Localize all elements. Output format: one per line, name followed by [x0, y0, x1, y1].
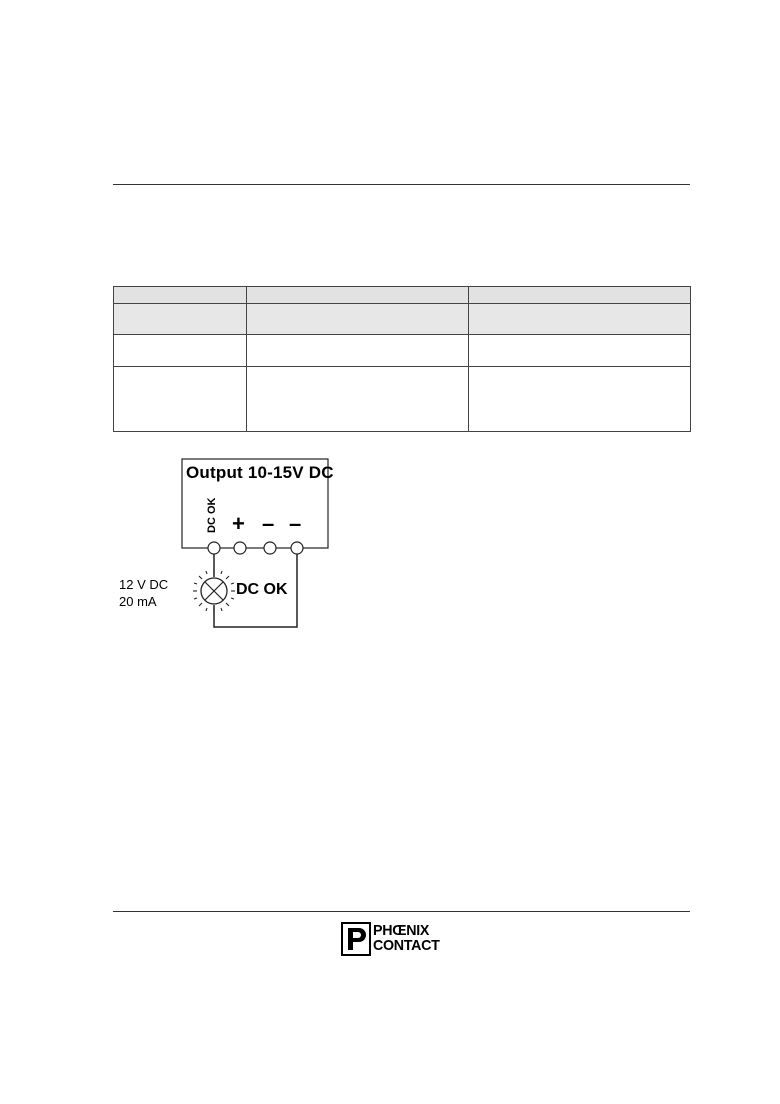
terminal-plus	[234, 542, 246, 554]
table-header-cell	[247, 287, 469, 304]
lamp-voltage: 12 V DC	[119, 577, 169, 592]
table-cell	[469, 304, 691, 335]
table-row	[114, 367, 691, 432]
table-cell	[247, 304, 469, 335]
table-header-cell	[469, 287, 691, 304]
table-row	[114, 304, 691, 335]
dc-ok-wiring-diagram	[100, 455, 350, 635]
logo-line-1: PHŒNIX	[373, 922, 430, 939]
lamp-label: DC OK	[236, 581, 288, 598]
lamp-current: 20 mA	[119, 594, 157, 609]
terminal-dc-ok	[208, 542, 220, 554]
logo-line-2: CONTACT	[373, 937, 440, 954]
table-cell	[247, 367, 469, 432]
table-cell	[114, 367, 247, 432]
table-cell	[469, 335, 691, 367]
status-table	[113, 286, 691, 432]
table-cell	[114, 335, 247, 367]
table-row	[114, 335, 691, 367]
table-cell	[469, 367, 691, 432]
phoenix-logo-icon	[341, 922, 371, 956]
table-header-cell	[114, 287, 247, 304]
minus-symbol-1: –	[262, 511, 275, 536]
output-title: Output 10-15V DC	[186, 463, 334, 482]
phoenix-contact-logo	[341, 921, 463, 957]
table-header-row	[114, 287, 691, 304]
table-cell	[114, 304, 247, 335]
table-cell	[247, 335, 469, 367]
plus-symbol: +	[232, 511, 245, 536]
footer-rule	[113, 911, 690, 912]
terminal-minus-2	[291, 542, 303, 554]
header-rule	[113, 184, 690, 185]
minus-symbol-2: –	[289, 511, 302, 536]
dc-ok-terminal-label: DC OK	[206, 497, 218, 533]
terminal-minus-1	[264, 542, 276, 554]
